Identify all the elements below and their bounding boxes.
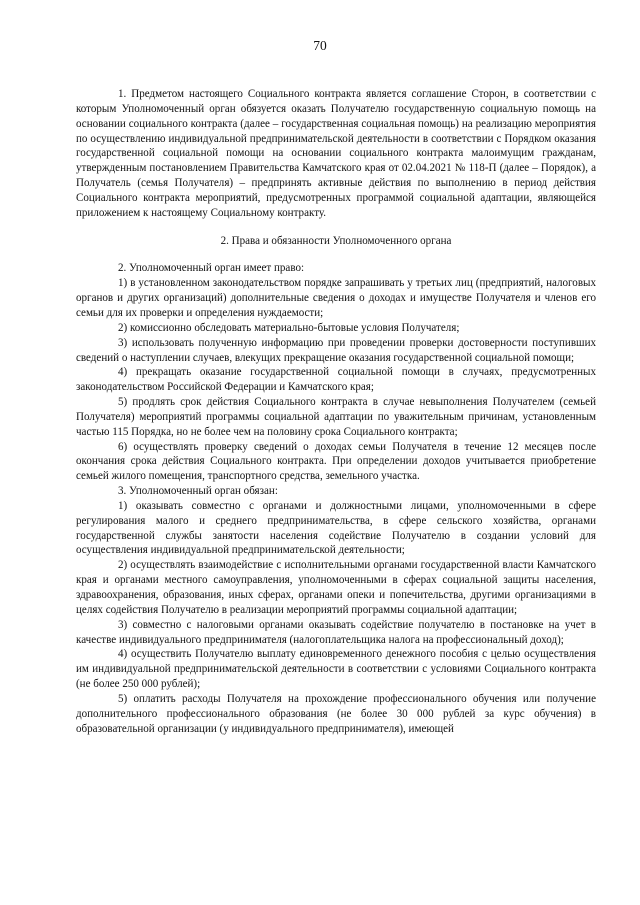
- paragraph-right-3: 3) использовать полученную информацию при проведении проверки достоверности поступивших сведений о наступлении случаев, влекущих прекращение оказания государственной социальной помощи;: [76, 336, 596, 364]
- paragraph-right-1: 1) в установленном законодательством порядке запрашивать у третьих лиц (предприятий, налоговых органов и других организаций) дополнительные сведения о доходах и имуществе Получателя и членов его семьи для их проверки и определения нуждаемости;: [76, 277, 596, 319]
- paragraph-duty-3: 3) совместно с налоговыми органами оказывать содействие получателю в постановке на учет в качестве индивидуального предпринимателя (налогоплательщика налога на профессиональный доход);: [76, 618, 596, 646]
- paragraph-duty-5: 5) оплатить расходы Получателя на прохождение профессионального обучения или получение дополнительного профессионального образования (не более 30 000 рублей за курс обучения) в образовательной организации (у индивидуального предпринимателя), имеющей: [76, 692, 596, 735]
- document-body: [76, 87, 596, 736]
- paragraph-right-4: 4) прекращать оказание государственной социальной помощи в случаях, предусмотренных законодательством Российской Федерации и Камчатского края;: [76, 366, 596, 394]
- paragraph-right-5: 5) продлять срок действия Социального контракта в случае невыполнения Получателем (семьей Получателя) мероприятий программы социальной адаптации по уважительным причинам, установленным частью 115 Порядка, но не более чем на половину срока Социального контракта;: [76, 396, 596, 438]
- paragraph-duties-intro: 3. Уполномоченный орган обязан:: [118, 485, 278, 498]
- paragraph-subject: 1. Предметом настоящего Социального контракта является соглашение Сторон, в соответствии с которым Уполномоченный орган обязуется оказать Получателю государственную социальную помощь на основании социального контракта (далее – государственная социальная помощь) на реализацию мероприятия по осуществлению индивидуальной предпринимательской деятельности в соответствии с Порядком оказания государственной социальной помощи на основании социального контракта малоимущим гражданам, утвержденным постановлением Правительства Камчатского края от 02.04.2021 № 118-П (далее – Порядок), а Получатель (семья Получателя) – предпринять активные действия по выполнению в период действия Социального контракта мероприятий, предусмотренных программой социальной адаптации, являющейся приложением к настоящему Социальному контракту.: [76, 88, 596, 219]
- page-number: 70: [313, 38, 327, 53]
- paragraph-rights-intro: 2. Уполномоченный орган имеет право:: [118, 262, 305, 275]
- paragraph-duty-4: 4) осуществить Получателю выплату единовременного денежного пособия с целью осуществления им индивидуальной предпринимательской деятельности в соответствии с условиями Социального контракта (не более 250 000 рублей);: [76, 648, 596, 691]
- paragraph-duty-2: 2) осуществлять взаимодействие с исполнительными органами государственной власти Камчатского края и органами местного самоуправления, уполномоченными в сферах социальной защиты населения, здравоохранения, образования, иных сферах, органами опеки и попечительства, другими организациями в целях содействия Получателю в реализации мероприятий программы социальной адаптации;: [76, 559, 596, 616]
- paragraph-right-6: 6) осуществлять проверку сведений о доходах семьи Получателя в течение 12 месяцев после окончания срока действия Социального контракта. При определении доходов учитывается приобретение семьей жилого помещения, транспортного средства, земельного участка.: [76, 440, 596, 483]
- paragraph-right-2: 2) комиссионно обследовать материально-бытовые условия Получателя;: [118, 321, 460, 334]
- section-heading: 2. Права и обязанности Уполномоченного органа: [220, 234, 452, 247]
- paragraph-duty-1: 1) оказывать совместно с органами и должностными лицами, уполномоченными в сфере регулирования малого и среднего предпринимательства, в сфере сельского хозяйства, органами государственной службы занятости населения содействие Получателю в создании условий для осуществления индивидуальной предпринимательской деятельности;: [76, 499, 596, 557]
